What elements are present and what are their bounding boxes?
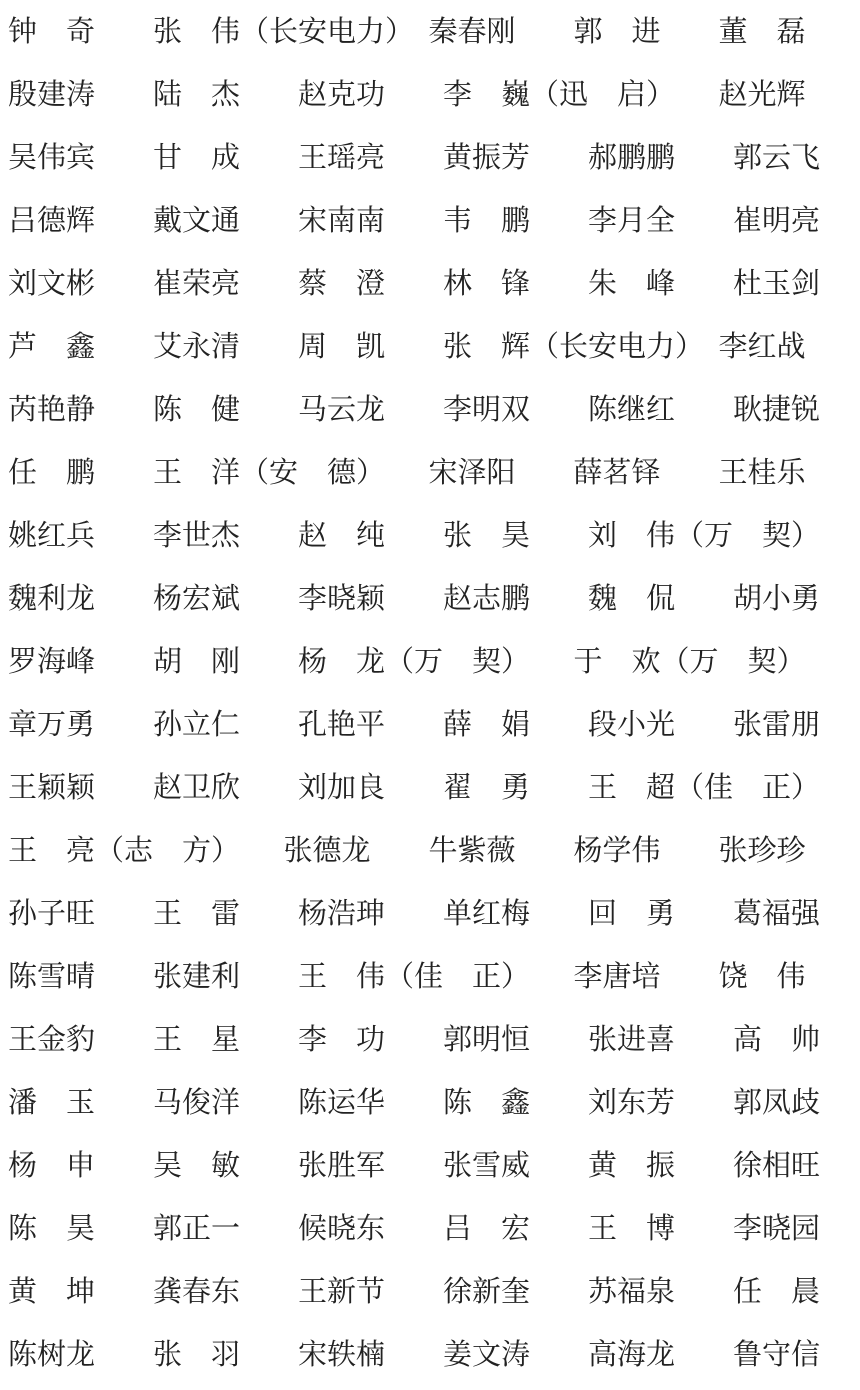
name-line: 杨 申 吴 敏 张胜军 张雪威 黄 振 徐相旺 — [8, 1148, 821, 1182]
name-row-5 — [0, 252, 860, 315]
name-line: 吕德辉 戴文通 宋南南 韦 鹏 李月全 崔明亮 — [8, 203, 821, 237]
name-line: 魏利龙 杨宏斌 李晓颖 赵志鹏 魏 侃 胡小勇 — [8, 581, 821, 615]
name-row-18 — [0, 1071, 860, 1134]
name-row-11 — [0, 630, 860, 693]
name-line: 吴伟宾 甘 成 王瑶亮 黄振芳 郝鹏鹏 郭云飞 — [8, 140, 821, 174]
name-row-9 — [0, 504, 860, 567]
name-line: 殷建涛 陆 杰 赵克功 李 巍（迅 启） 赵光辉 — [8, 77, 806, 111]
name-line: 陈雪晴 张建利 王 伟（佳 正） 李唐培 饶 伟 — [8, 959, 806, 993]
name-line: 任 鹏 王 洋（安 德） 宋泽阳 薛茗铎 王桂乐 — [8, 455, 806, 489]
name-row-4 — [0, 189, 860, 252]
name-line: 芮艳静 陈 健 马云龙 李明双 陈继红 耿捷锐 — [8, 392, 821, 426]
name-line: 孙子旺 王 雷 杨浩珅 单红梅 回 勇 葛福强 — [8, 896, 821, 930]
name-line: 姚红兵 李世杰 赵 纯 张 昊 刘 伟（万 契） — [8, 518, 821, 552]
name-line: 刘文彬 崔荣亮 蔡 澄 林 锋 朱 峰 杜玉剑 — [8, 266, 821, 300]
name-line: 黄 坤 龚春东 王新节 徐新奎 苏福泉 任 晨 — [8, 1274, 821, 1308]
name-row-3 — [0, 126, 860, 189]
name-row-17 — [0, 1008, 860, 1071]
name-row-12 — [0, 693, 860, 756]
name-row-21 — [0, 1260, 860, 1323]
name-line: 潘 玉 马俊洋 陈运华 陈 鑫 刘东芳 郭凤歧 — [8, 1085, 821, 1119]
name-row-1 — [0, 0, 860, 63]
name-line: 陈 昊 郭正一 候晓东 吕 宏 王 博 李晓园 — [8, 1211, 821, 1245]
name-line: 陈树龙 张 羽 宋轶楠 姜文涛 高海龙 鲁守信 — [8, 1337, 821, 1371]
name-row-10 — [0, 567, 860, 630]
name-row-15 — [0, 882, 860, 945]
name-line: 王颖颖 赵卫欣 刘加良 翟 勇 王 超（佳 正） — [8, 770, 821, 804]
name-row-8 — [0, 441, 860, 504]
name-row-13 — [0, 756, 860, 819]
name-row-6 — [0, 315, 860, 378]
name-row-20 — [0, 1197, 860, 1260]
name-row-16 — [0, 945, 860, 1008]
name-row-14 — [0, 819, 860, 882]
name-line: 钟 奇 张 伟（长安电力） 秦春刚 郭 进 董 磊 — [8, 14, 806, 48]
name-line: 芦 鑫 艾永清 周 凯 张 辉（长安电力） 李红战 — [8, 329, 806, 363]
name-row-19 — [0, 1134, 860, 1197]
name-row-7 — [0, 378, 860, 441]
name-row-22 — [0, 1323, 860, 1386]
name-line: 王金豹 王 星 李 功 郭明恒 张进喜 高 帅 — [8, 1022, 821, 1056]
name-row-2 — [0, 63, 860, 126]
name-line: 章万勇 孙立仁 孔艳平 薛 娟 段小光 张雷朋 — [8, 707, 821, 741]
name-line: 罗海峰 胡 刚 杨 龙（万 契） 于 欢（万 契） — [8, 644, 806, 678]
name-line: 王 亮（志 方） 张德龙 牛紫薇 杨学伟 张珍珍 — [8, 833, 806, 867]
